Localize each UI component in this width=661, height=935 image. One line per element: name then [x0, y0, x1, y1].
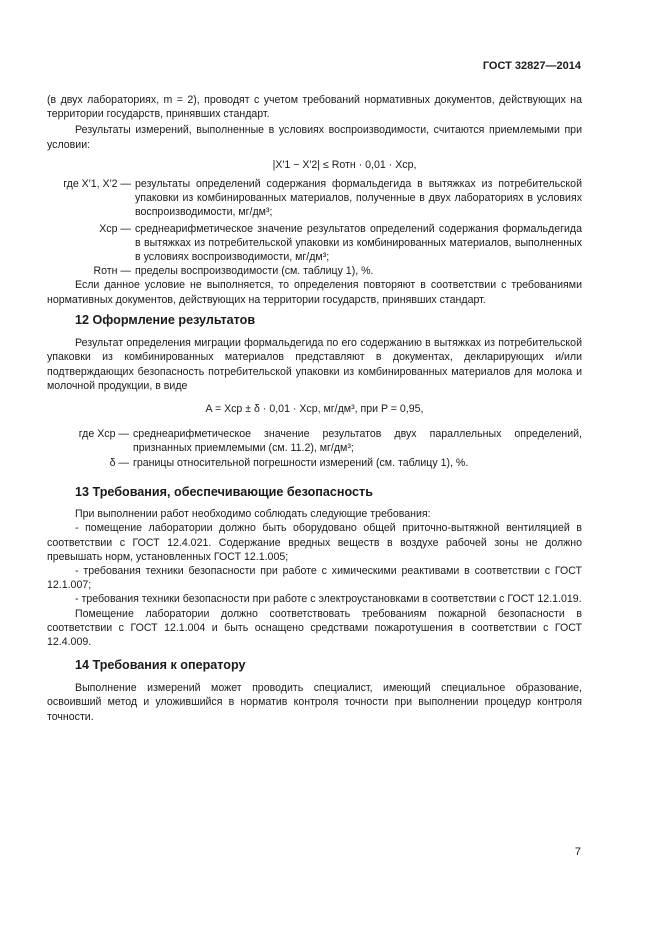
section-14-paragraph: Выполнение измерений может проводить специалист, имеющий специальное образование, освоивший метод и уложившийся в норматив контроля точности при выполнении процедур контроля точности.: [47, 682, 582, 723]
definition-term: Rотн —: [93, 265, 131, 278]
definition-term: Xср —: [99, 222, 131, 235]
section-12-title: 12 Оформление результатов: [75, 313, 256, 327]
definition-delta: [47, 456, 582, 470]
definition-text: пределы воспроизводимости (см. таблицу 1), %.: [135, 265, 374, 278]
section-14-title: 14 Требования к оператору: [75, 658, 246, 672]
definition-text: среднеарифметическое значение результатов определений содержания формальдегида в вытяжках из потребительской упаковки из комбинированных материалов, выполненных в условиях воспроизводимости, мг/дм³;: [135, 222, 582, 264]
reproducibility-formula: |X′1 − X′2| ≤ Rотн · 0,01 · Xср,: [272, 158, 417, 171]
section-12: [47, 313, 582, 470]
section-14: [47, 658, 582, 724]
definition-term: где Xср —: [78, 428, 129, 441]
definition-xcp: [47, 222, 582, 265]
definition-text: результаты определений содержания формальдегида в вытяжках из потребительской упаковки из комбинированных материалов, полученные в двух лабораториях в условиях воспроизводимости, мг/дм³;: [135, 178, 582, 219]
intro-paragraph-3: Если данное условие не выполняется, то определения повторяют в соответствии с требованиями нормативных документов, действующих на территории государств, принявших стандарт.: [47, 279, 582, 306]
section-13-bullet-3: - требования техники безопасности при работе с электроустановками в соответствии с ГОСТ 12.1.019.: [75, 593, 582, 606]
section-13-paragraph-2: Помещение лаборатории должно соответствовать требованиям пожарной безопасности в соответствии с ГОСТ 12.1.004 и быть оснащено средствами пожаротушения в соответствии с ГОСТ 12.4.009.: [47, 607, 582, 649]
section-13-title: 13 Требования, обеспечивающие безопасность: [75, 485, 373, 499]
definition-text: границы относительной погрешности измерений (см. таблицу 1), %.: [133, 456, 469, 469]
section-13: [47, 485, 582, 649]
section-13-bullet-2: - требования техники безопасности при работе с химическими реактивами в соответствии с ГОСТ 12.1.007;: [47, 565, 582, 592]
result-formula: A = Xср ± δ · 0,01 · Xср, мг/дм³, при P = 0,95,: [205, 403, 424, 416]
section-13-intro: При выполнении работ необходимо соблюдать следующие требования:: [75, 508, 431, 521]
document-id: ГОСТ 32827—2014: [482, 60, 581, 72]
intro-paragraph-1: (в двух лабораториях, m = 2), проводят с учетом требований нормативных документов, действующих на территории государств, принявших стандарт.: [47, 94, 582, 121]
definition-xcp-result: [47, 427, 582, 455]
definition-term: где X′1, X′2 —: [63, 178, 131, 191]
definition-text: среднеарифметическое значение результатов двух параллельных определений, признанных приемлемыми (см. 11.2), мг/дм³;: [133, 428, 582, 455]
definition-rotn: [47, 264, 582, 278]
page-number: 7: [574, 846, 581, 858]
section-12-paragraph: Результат определения миграции формальдегида по его содержанию в вытяжках из потребительской упаковки из комбинированных материалов представляют в документах, декларирующих и/или подтверждающих безопасность потребительской упаковки из комбинированных материалов для молока и молочной продукции, в виде: [47, 337, 582, 392]
definition-term: δ —: [109, 456, 129, 469]
intro-block: [47, 93, 582, 307]
intro-paragraph-2: Результаты измерений, выполненные в условиях воспроизводимости, считаются приемлемыми при условии:: [47, 124, 582, 151]
definition-x1-x2: [47, 177, 582, 220]
section-13-bullet-1: - помещение лаборатории должно быть оборудовано общей приточно-вытяжной вентиляцией в соответствии с ГОСТ 12.4.021. Содержание вредных веществ в воздухе рабочей зоны не должно превышать норм, установленных ГОСТ 12.1.005;: [47, 522, 582, 563]
